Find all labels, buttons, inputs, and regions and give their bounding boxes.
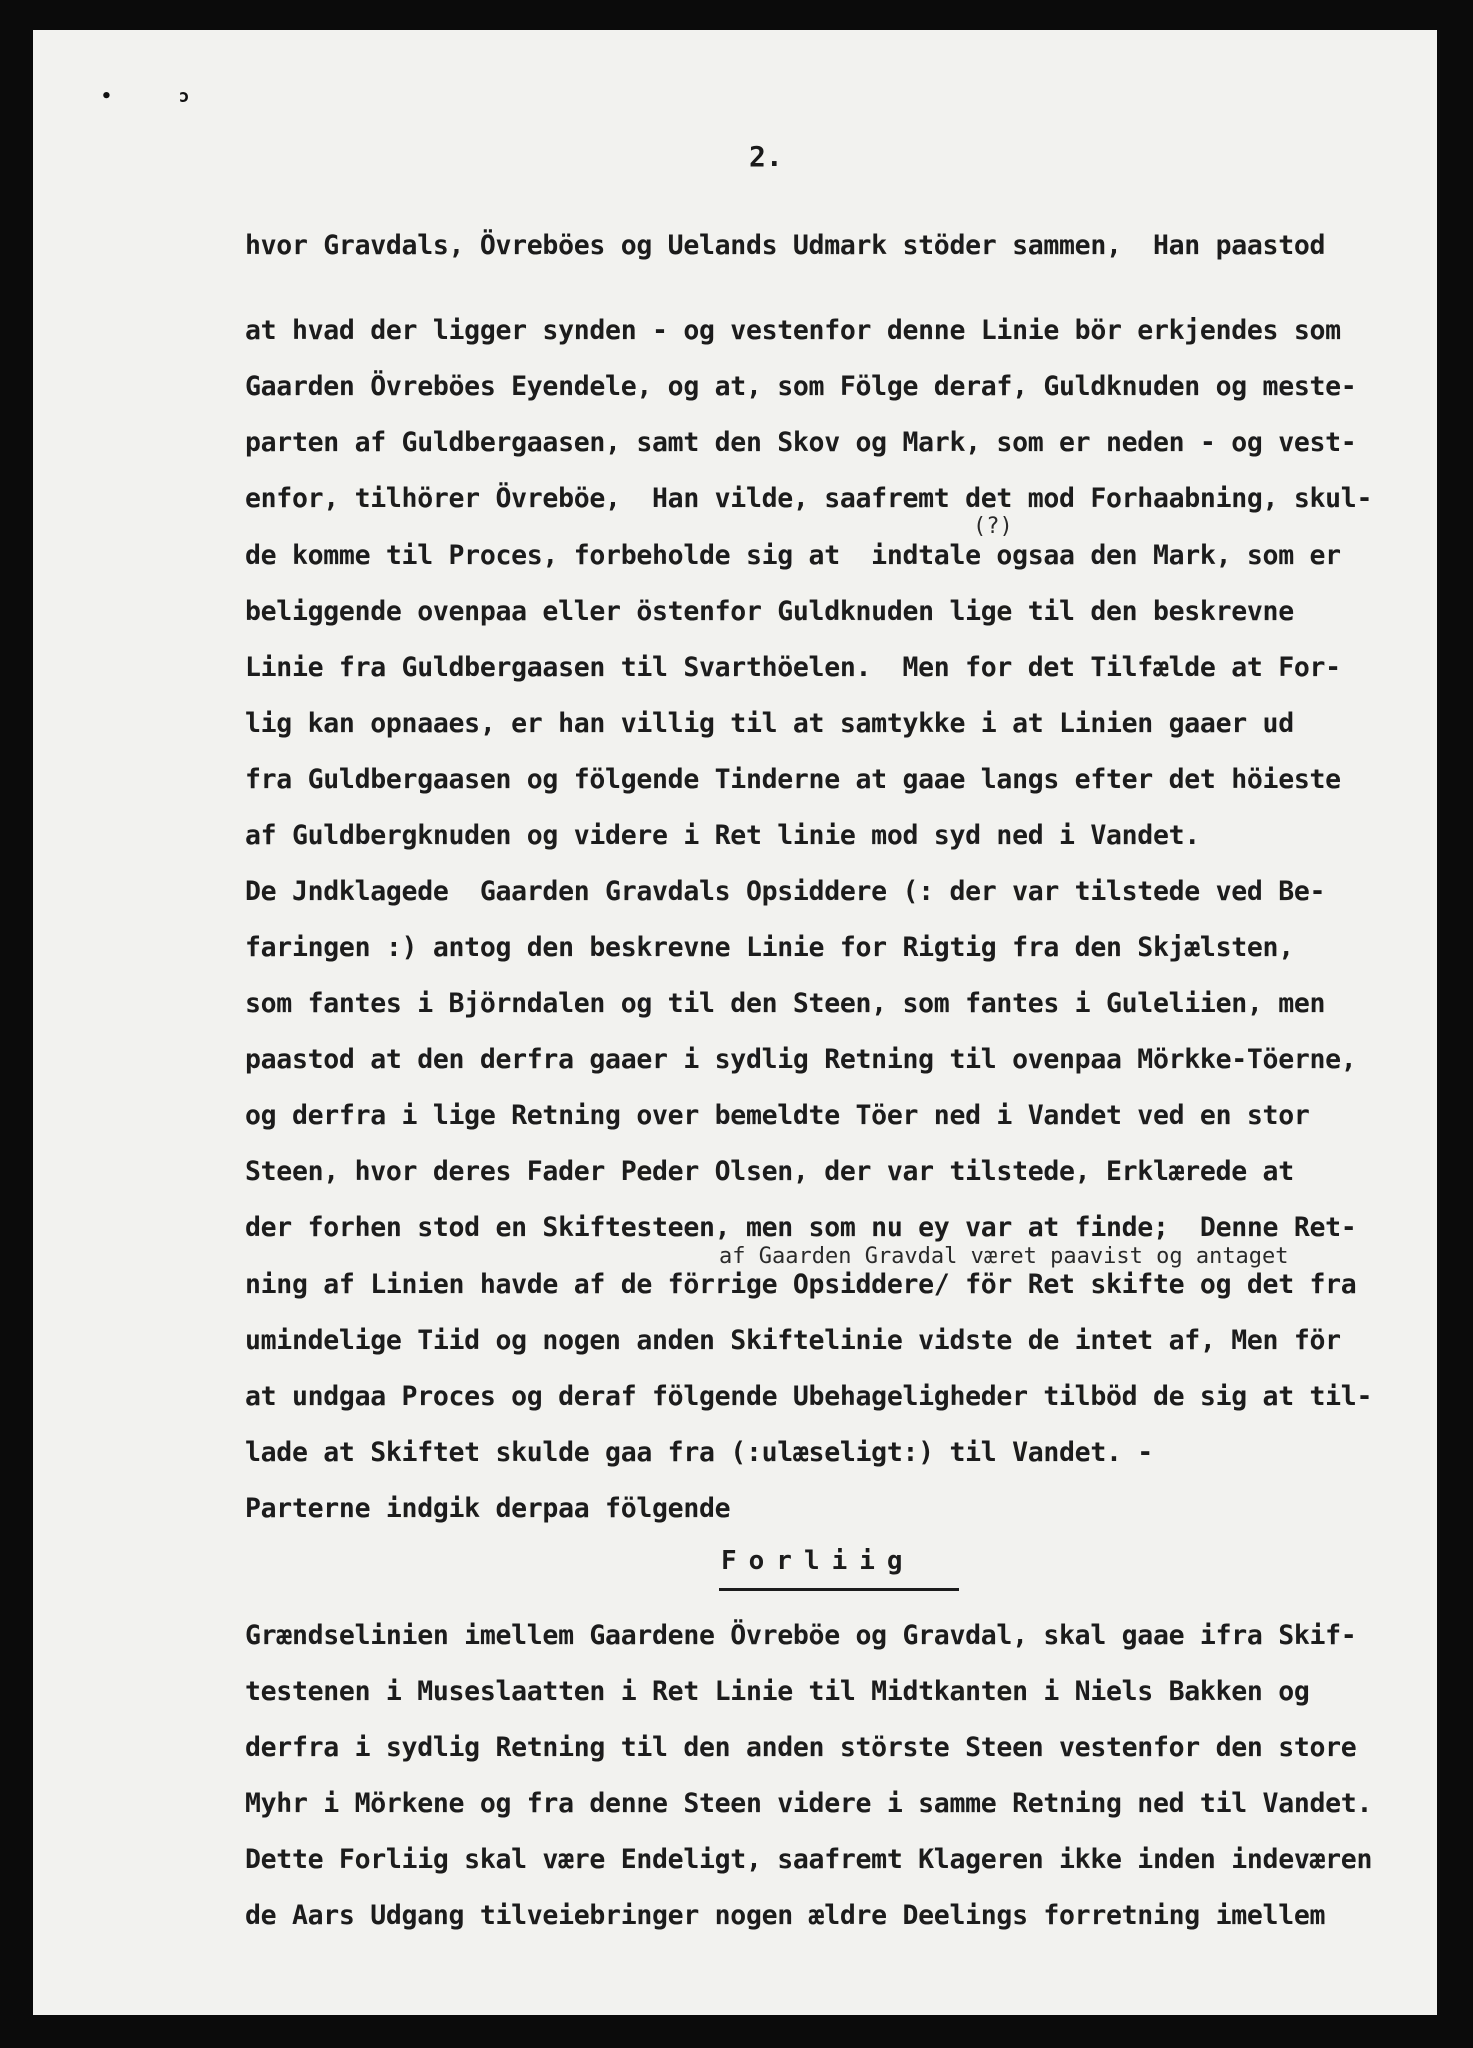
section-heading: Forliig [721,1546,915,1576]
text-line: umindelige Tiid og nogen anden Skiftelinie vidste de intet af, Men för [245,1325,1341,1356]
text-line: der forhen stod en Skiftesteen, men som nu ey var at finde; Denne Ret- [245,1212,1357,1243]
text-line: som fantes i Björndalen og til den Steen, som fantes i Guleliien, men [245,988,1326,1019]
document-page [33,30,1437,2015]
page-number: 2. [749,140,783,173]
text-line: af Guldbergknuden og videre i Ret linie mod syd ned i Vandet. [245,820,1200,851]
text-line: testenen i Museslaatten i Ret Linie til Midtkanten i Niels Bakken og [245,1676,1310,1707]
text-line: og derfra i lige Retning over bemeldte Töer ned i Vandet ved en stor [245,1100,1310,1131]
text-line: Gaarden Övreböes Eyendele, og at, som Fölge deraf, Guldknuden og meste- [245,371,1357,402]
text-line: De Jndklagede Gaarden Gravdals Opsiddere (: der var tilstede ved Be- [245,876,1326,907]
text-line: hvor Gravdals, Övreböes og Uelands Udmark stöder sammen, Han paastod [245,230,1326,261]
text-line: Linie fra Guldbergaasen til Svarthöelen. Men for det Tilfælde at For- [245,652,1341,683]
text-line: faringen :) antog den beskrevne Linie for Rigtig fra den Skjælsten, [245,932,1294,963]
text-line: Parterne indgik derpaa fölgende [245,1493,731,1524]
text-line: Steen, hvor deres Fader Peder Olsen, der var tilstede, Erklærede at [245,1156,1294,1187]
text-line: Dette Forliig skal være Endeligt, saafremt Klageren ikke inden indeværen [245,1844,1373,1875]
text-line: de komme til Proces, forbeholde sig at indtale ogsaa den Mark, som er [245,540,1341,571]
text-line: at undgaa Proces og deraf fölgende Ubehageligheder tilböd de sig at til- [245,1381,1373,1412]
corner-marks: • ͻ [101,86,218,107]
text-line: fra Guldbergaasen og fölgende Tinderne at gaae langs efter det höieste [245,764,1341,795]
typed-insertion-note: af Gaarden Gravdal været paavist og antaget [719,1244,1289,1269]
text-line: enfor, tilhörer Övreböe, Han vilde, saafremt det mod Forhaabning, skul- [245,483,1373,514]
text-line: derfra i sydlig Retning til den anden störste Steen vestenfor den store [245,1732,1357,1763]
text-line: parten af Guldbergaasen, samt den Skov og Mark, som er neden - og vest- [245,427,1357,458]
text-line: Grændselinien imellem Gaardene Övreböe og Gravdal, skal gaae ifra Skif- [245,1620,1357,1651]
heading-underline [719,1588,959,1591]
text-line: de Aars Udgang tilveiebringer nogen ældre Deelings forretning imellem [245,1900,1326,1931]
text-line: lig kan opnaaes, er han villig til at samtykke i at Linien gaaer ud [245,708,1294,739]
text-line: beliggende ovenpaa eller östenfor Guldknuden lige til den beskrevne [245,596,1294,627]
text-line: lade at Skiftet skulde gaa fra (:ulæseligt:) til Vandet. - [245,1437,1153,1468]
text-line: paastod at den derfra gaaer i sydlig Retning til ovenpaa Mörkke-Töerne, [245,1044,1357,1075]
text-line: ning af Linien havde af de förrige Opsiddere/ för Ret skifte og det fra [245,1269,1357,1300]
text-line: Myhr i Mörkene og fra denne Steen videre i samme Retning ned til Vandet. [245,1788,1373,1819]
text-line: at hvad der ligger synden - og vestenfor denne Linie bör erkjendes som [245,315,1341,346]
handwritten-note-question: (?) [973,514,1013,539]
